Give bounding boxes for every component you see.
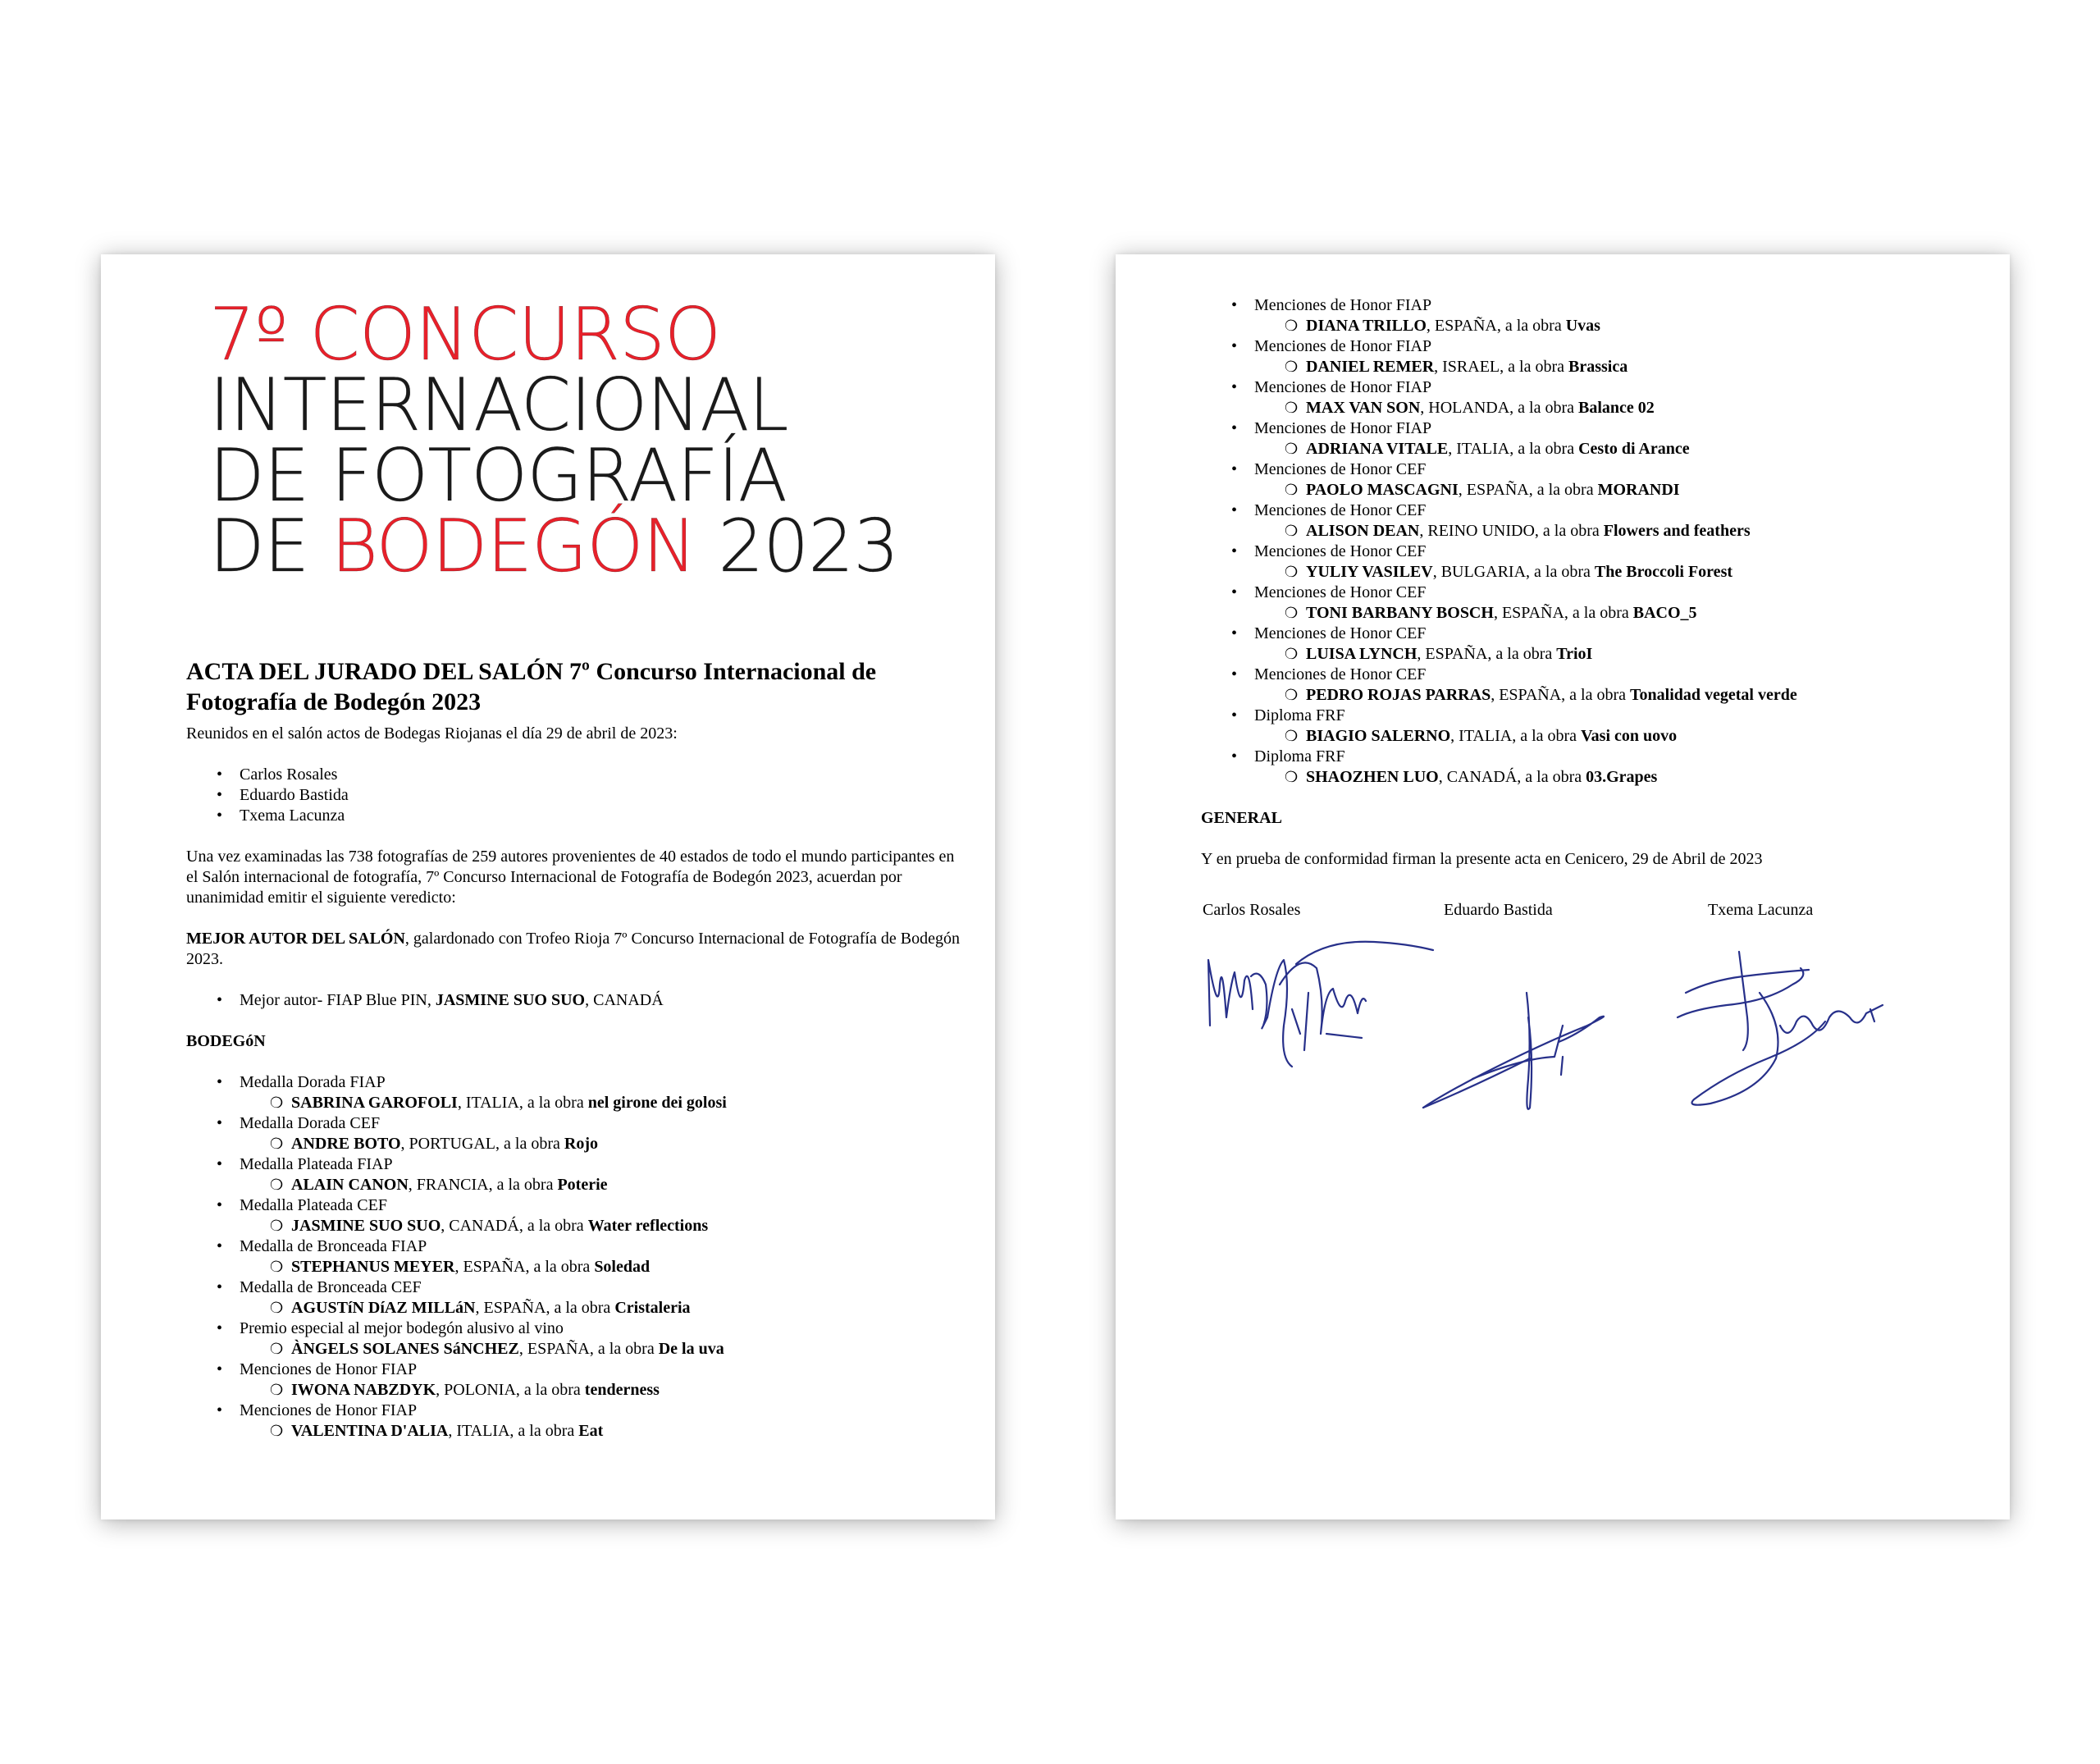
winner-country: HOLANDA — [1428, 399, 1510, 417]
winner-name: IWONA NABZDYK — [291, 1381, 436, 1399]
poster-title-line-4 — [209, 504, 899, 588]
poster-title — [209, 292, 899, 588]
winner-country: ESPAÑA — [1425, 645, 1488, 663]
award-category: • Menciones de Honor FIAP — [1201, 418, 1980, 439]
poster-title-line-3: DE FOTOGRAFÍA — [209, 433, 787, 518]
award-category: • Menciones de Honor CEF — [1201, 542, 1980, 562]
acta-content-page-2 — [1201, 295, 1980, 870]
winner-name: ALAIN CANON — [291, 1176, 409, 1194]
award-winner: ❍ MAX VAN SON, HOLANDA, a la obra Balance 02 — [1285, 399, 1655, 417]
award-category: • Menciones de Honor CEF — [1201, 624, 1980, 644]
award-winner: ❍ BIAGIO SALERNO, ITALIA, a la obra Vasi con uovo — [1285, 727, 1678, 745]
circle-bullet-icon: ❍ — [1285, 728, 1299, 744]
work-title: Water reflections — [587, 1217, 709, 1235]
obra-label: a la obra — [1495, 645, 1553, 663]
obra-label: a la obra — [533, 1258, 591, 1276]
award-winner: ❍ YULIY VASILEV, BULGARIA, a la obra The Broccoli Forest — [1285, 563, 1733, 581]
circle-bullet-icon: ❍ — [1285, 441, 1299, 457]
poster-title-de: DE — [209, 504, 331, 588]
winner-name: VALENTINA D'ALIA — [291, 1422, 449, 1440]
circle-bullet-icon: ❍ — [1285, 769, 1299, 785]
obra-label: a la obra — [1518, 399, 1575, 417]
winner-country: ITALIA — [1459, 727, 1513, 745]
award-winner: ❍ LUISA LYNCH, ESPAÑA, a la obra TrioI — [1285, 645, 1593, 663]
award-category: • Menciones de Honor CEF — [1201, 665, 1980, 685]
award-category: • Menciones de Honor CEF — [1201, 459, 1980, 480]
obra-label: a la obra — [1520, 727, 1577, 745]
jury-list — [186, 765, 966, 826]
award-category: • Menciones de Honor CEF — [1201, 583, 1980, 603]
circle-bullet-icon: ❍ — [270, 1136, 284, 1152]
jury-member: • Eduardo Bastida — [186, 785, 966, 806]
obra-label: a la obra — [1534, 563, 1591, 581]
best-author-country: , CANADÁ — [585, 991, 664, 1009]
winner-country: POLONIA — [444, 1381, 516, 1399]
award-winner: ❍ IWONA NABZDYK, POLONIA, a la obra tenderness — [270, 1381, 660, 1399]
winner-name: PEDRO ROJAS PARRAS — [1306, 686, 1491, 704]
signature-eduardo-bastida — [1423, 993, 1604, 1109]
winner-name: DANIEL REMER — [1306, 358, 1435, 376]
award-winner: ❍ VALENTINA D'ALIA, ITALIA, a la obra Eat — [270, 1422, 604, 1440]
work-title: 03.Grapes — [1586, 768, 1658, 786]
winner-country: ITALIA — [465, 1094, 519, 1112]
obra-label: a la obra — [1508, 358, 1564, 376]
winner-name: JASMINE SUO SUO — [291, 1217, 441, 1235]
obra-label: a la obra — [523, 1381, 581, 1399]
award-winner: ❍ ALISON DEAN, REINO UNIDO, a la obra Flowers and feathers — [1285, 522, 1751, 540]
work-title: Flowers and feathers — [1603, 522, 1751, 540]
work-title: Uvas — [1565, 317, 1600, 335]
document-page-1 — [101, 254, 995, 1520]
poster-title-line-2: INTERNACIONAL — [209, 363, 788, 447]
document-page-2 — [1116, 254, 2010, 1520]
award-category: • Menciones de Honor FIAP — [186, 1401, 966, 1421]
award-category: • Medalla Plateada FIAP — [186, 1154, 966, 1175]
award-category: • Menciones de Honor CEF — [1201, 500, 1980, 521]
winner-name: MAX VAN SON — [1306, 399, 1421, 417]
work-title: Cristaleria — [614, 1299, 691, 1317]
circle-bullet-icon: ❍ — [270, 1259, 284, 1275]
award-winner: ❍ DANIEL REMER, ISRAEL, a la obra Brassica — [1285, 358, 1628, 376]
winner-country: CANADÁ — [1446, 768, 1518, 786]
signer-name: Carlos Rosales — [1203, 901, 1301, 919]
work-title: Vasi con uovo — [1581, 727, 1678, 745]
poster-title-year: 2023 — [696, 504, 899, 588]
winner-name: ALISON DEAN — [1306, 522, 1420, 540]
work-title: Tonalidad vegetal verde — [1630, 686, 1797, 704]
obra-label: a la obra — [496, 1176, 554, 1194]
obra-label: a la obra — [554, 1299, 611, 1317]
award-winner: ❍ STEPHANUS MEYER, ESPAÑA, a la obra Soledad — [270, 1258, 651, 1276]
circle-bullet-icon: ❍ — [1285, 687, 1299, 703]
award-winner: ❍ SABRINA GAROFOLI, ITALIA, a la obra nel girone dei golosi — [270, 1094, 727, 1112]
closing-statement: Y en prueba de conformidad firman la presente acta en Cenicero, 29 de Abril de 2023 — [1201, 850, 1763, 868]
winner-country: ESPAÑA — [527, 1340, 590, 1358]
award-winner: ❍ PAOLO MASCAGNI, ESPAÑA, a la obra MORANDI — [1285, 481, 1680, 499]
obra-label: a la obra — [518, 1422, 575, 1440]
winner-name: LUISA LYNCH — [1306, 645, 1418, 663]
award-category: • Menciones de Honor FIAP — [1201, 336, 1980, 357]
winner-name: YULIY VASILEV — [1306, 563, 1433, 581]
winner-country: ESPAÑA — [1501, 604, 1564, 622]
circle-bullet-icon: ❍ — [1285, 318, 1299, 334]
signature-txema-lacunza — [1678, 952, 1883, 1105]
circle-bullet-icon: ❍ — [270, 1382, 284, 1398]
signer-names — [1201, 901, 1980, 925]
signatures-svg — [1202, 935, 1940, 1140]
best-author-item — [186, 990, 966, 1011]
winner-name: SABRINA GAROFOLI — [291, 1094, 458, 1112]
winner-country: ESPAÑA — [1434, 317, 1497, 335]
jury-member: • Carlos Rosales — [186, 765, 966, 785]
obra-label: a la obra — [1542, 522, 1600, 540]
section-heading-bodegon — [186, 1031, 966, 1052]
award-category: • Medalla de Bronceada FIAP — [186, 1236, 966, 1257]
awards-list-page-1 — [186, 1072, 966, 1442]
obra-label: a la obra — [1525, 768, 1582, 786]
winner-country: REINO UNIDO — [1427, 522, 1535, 540]
jury-member: • Txema Lacunza — [186, 806, 966, 826]
work-title: BACO_5 — [1632, 604, 1697, 622]
circle-bullet-icon: ❍ — [1285, 482, 1299, 498]
award-category: • Medalla de Bronceada CEF — [186, 1277, 966, 1298]
section-heading-general — [1201, 808, 1980, 829]
best-author-name: JASMINE SUO SUO — [435, 991, 586, 1009]
award-winner: ❍ ADRIANA VITALE, ITALIA, a la obra Cesto di Arance — [1285, 440, 1690, 458]
winner-country: ESPAÑA — [463, 1258, 526, 1276]
award-category: • Menciones de Honor FIAP — [1201, 377, 1980, 398]
work-title: TrioI — [1556, 645, 1593, 663]
circle-bullet-icon: ❍ — [270, 1095, 284, 1111]
award-winner: ❍ SHAOZHEN LUO, CANADÁ, a la obra 03.Grapes — [1285, 768, 1658, 786]
award-category: • Premio especial al mejor bodegón alusivo al vino — [186, 1318, 966, 1339]
award-category: • Medalla Dorada CEF — [186, 1113, 966, 1134]
award-winner: ❍ AGUSTíN DíAZ MILLáN, ESPAÑA, a la obra Cristaleria — [270, 1299, 691, 1317]
best-author-paragraph — [186, 929, 966, 970]
winner-country: PORTUGAL — [409, 1135, 496, 1153]
winner-country: ITALIA — [456, 1422, 510, 1440]
award-winner: ❍ ANDRE BOTO, PORTUGAL, a la obra Rojo — [270, 1135, 598, 1153]
obra-label: a la obra — [1569, 686, 1627, 704]
signer-name: Txema Lacunza — [1708, 901, 1814, 919]
winner-name: ÀNGELS SOLANES SáNCHEZ — [291, 1340, 519, 1358]
winner-name: TONI BARBANY BOSCH — [1306, 604, 1494, 622]
work-title: tenderness — [584, 1381, 660, 1399]
acta-summary: Una vez examinadas las 738 fotografías de 259 autores provenientes de 40 estados de todo el mundo participantes en el Salón internacional de fotografía, 7º Concurso Internacional de Fotografía de Bodegón 2023, acuerdan por unanimidad emitir el siguiente veredicto: — [186, 848, 955, 907]
award-winner: ❍ TONI BARBANY BOSCH, ESPAÑA, a la obra BACO_5 — [1285, 604, 1697, 622]
best-author-list — [186, 990, 966, 1011]
circle-bullet-icon: ❍ — [1285, 359, 1299, 375]
award-winner: ❍ DIANA TRILLO, ESPAÑA, a la obra Uvas — [1285, 317, 1600, 335]
work-title: Poterie — [557, 1176, 608, 1194]
winner-country: ESPAÑA — [1499, 686, 1562, 704]
award-category: • Diploma FRF — [1201, 706, 1980, 726]
section-general-label: GENERAL — [1201, 809, 1282, 827]
awards-list-page-2 — [1201, 295, 1980, 788]
winner-country: ITALIA — [1456, 440, 1510, 458]
section-bodegon-label: BODEGóN — [186, 1032, 266, 1050]
circle-bullet-icon: ❍ — [1285, 400, 1299, 416]
winner-name: ANDRE BOTO — [291, 1135, 401, 1153]
winner-name: PAOLO MASCAGNI — [1306, 481, 1459, 499]
work-title: nel girone dei golosi — [587, 1094, 727, 1112]
winner-country: ESPAÑA — [1466, 481, 1529, 499]
winner-name: ADRIANA VITALE — [1306, 440, 1449, 458]
work-title: Eat — [578, 1422, 604, 1440]
obra-label: a la obra — [504, 1135, 560, 1153]
obra-label: a la obra — [597, 1340, 655, 1358]
obra-label: a la obra — [1572, 604, 1629, 622]
obra-label: a la obra — [1536, 481, 1594, 499]
acta-content-page-1 — [186, 656, 966, 1442]
winner-country: BULGARIA — [1440, 563, 1527, 581]
obra-label: a la obra — [1518, 440, 1575, 458]
winner-name: AGUSTíN DíAZ MILLáN — [291, 1299, 476, 1317]
acta-title: ACTA DEL JURADO DEL SALÓN 7º Concurso Internacional de Fotografía de Bodegón 2023 — [186, 658, 877, 715]
circle-bullet-icon: ❍ — [270, 1423, 284, 1439]
award-winner: ❍ ALAIN CANON, FRANCIA, a la obra Poterie — [270, 1176, 608, 1194]
work-title: Soledad — [594, 1258, 651, 1276]
award-category: • Medalla Plateada CEF — [186, 1195, 966, 1216]
winner-country: ISRAEL — [1442, 358, 1500, 376]
award-winner: ❍ JASMINE SUO SUO, CANADÁ, a la obra Water reflections — [270, 1217, 709, 1235]
obra-label: a la obra — [1504, 317, 1562, 335]
work-title: Rojo — [564, 1135, 598, 1153]
award-category: • Medalla Dorada FIAP — [186, 1072, 966, 1093]
work-title: Brassica — [1568, 358, 1628, 376]
circle-bullet-icon: ❍ — [1285, 646, 1299, 662]
signatures — [1202, 935, 1940, 1140]
poster-title-line-1: 7º CONCURSO — [209, 292, 721, 377]
work-title: Cesto di Arance — [1578, 440, 1690, 458]
work-title: The Broccoli Forest — [1594, 563, 1733, 581]
signer-name: Eduardo Bastida — [1444, 901, 1553, 919]
poster-title-bodegon: BODEGÓN — [331, 504, 696, 588]
winner-name: SHAOZHEN LUO — [1306, 768, 1439, 786]
winner-name: DIANA TRILLO — [1306, 317, 1427, 335]
winner-name: STEPHANUS MEYER — [291, 1258, 455, 1276]
winner-country: FRANCIA — [416, 1176, 489, 1194]
circle-bullet-icon: ❍ — [1285, 564, 1299, 580]
best-author-prefix: Mejor autor- FIAP Blue PIN, — [240, 991, 436, 1009]
best-author-label: MEJOR AUTOR DEL SALÓN — [186, 930, 405, 948]
winner-country: CANADÁ — [449, 1217, 519, 1235]
award-category: • Menciones de Honor FIAP — [186, 1360, 966, 1380]
acta-intro: Reunidos en el salón actos de Bodegas Riojanas el día 29 de abril de 2023: — [186, 724, 678, 743]
work-title: MORANDI — [1597, 481, 1680, 499]
circle-bullet-icon: ❍ — [270, 1341, 284, 1357]
obra-label: a la obra — [527, 1094, 584, 1112]
circle-bullet-icon: ❍ — [1285, 605, 1299, 621]
circle-bullet-icon: ❍ — [270, 1300, 284, 1316]
winner-country: ESPAÑA — [483, 1299, 546, 1317]
work-title: Balance 02 — [1578, 399, 1655, 417]
winner-name: BIAGIO SALERNO — [1306, 727, 1451, 745]
best-author-text: , galardonado con Trofeo Rioja 7º Concurso Internacional de Fotografía de Bodegón 2023. — [186, 930, 960, 968]
signature-carlos-rosales — [1208, 942, 1433, 1067]
circle-bullet-icon: ❍ — [270, 1218, 284, 1234]
obra-label: a la obra — [527, 1217, 584, 1235]
work-title: De la uva — [658, 1340, 724, 1358]
circle-bullet-icon: ❍ — [1285, 523, 1299, 539]
award-winner: ❍ ÀNGELS SOLANES SáNCHEZ, ESPAÑA, a la obra De la uva — [270, 1340, 724, 1358]
award-winner: ❍ PEDRO ROJAS PARRAS, ESPAÑA, a la obra Tonalidad vegetal verde — [1285, 686, 1797, 704]
circle-bullet-icon: ❍ — [270, 1177, 284, 1193]
award-category: • Diploma FRF — [1201, 747, 1980, 767]
award-category: • Menciones de Honor FIAP — [1201, 295, 1980, 316]
